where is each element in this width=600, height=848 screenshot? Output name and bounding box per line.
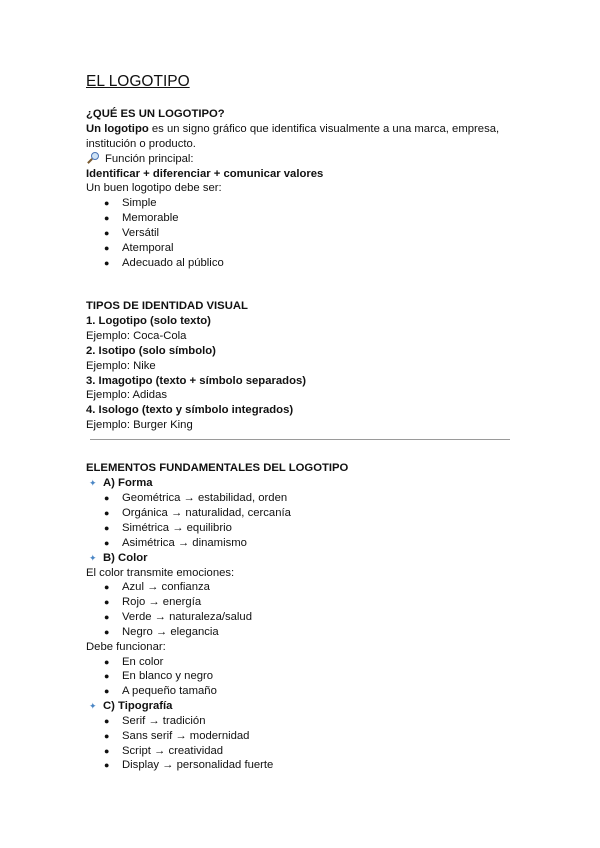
diamond-bullet-icon: ✦ [89, 553, 97, 563]
bullet-icon: ● [104, 731, 110, 741]
list-item: Sans serif → modernidad [122, 730, 250, 742]
bullet-icon: ● [104, 258, 110, 268]
function-label-row [86, 152, 194, 166]
list-item: Simple [122, 197, 157, 209]
definition-term: Un logotipo [86, 123, 149, 135]
list-item: Geométrica → estabilidad, orden [122, 492, 288, 504]
bullet-icon: ● [104, 228, 110, 238]
color-intro: El color transmite emociones: [86, 567, 235, 579]
bullet-icon: ● [104, 508, 110, 518]
horizontal-divider [90, 439, 510, 440]
list-item: Asimétrica → dinamismo [122, 537, 247, 549]
function-label: Función principal: [105, 153, 194, 165]
type-example: Ejemplo: Coca-Cola [86, 330, 187, 342]
function-value: Identificar + diferenciar + comunicar valores [86, 168, 324, 180]
list-item: Azul → confianza [122, 581, 210, 593]
bullet-icon: ● [104, 523, 110, 533]
list-item: Orgánica → naturalidad, cercanía [122, 507, 291, 519]
list-item: Memorable [122, 212, 179, 224]
section-heading-elementos: ELEMENTOS FUNDAMENTALES DEL LOGOTIPO [86, 462, 349, 474]
section-heading-que-es: ¿QUÉ ES UN LOGOTIPO? [86, 108, 225, 120]
bullet-icon: ● [104, 627, 110, 637]
list-item: Simétrica → equilibrio [122, 522, 232, 534]
color-must-work: Debe funcionar: [86, 641, 166, 653]
list-item: Adecuado al público [122, 257, 224, 269]
bullet-icon: ● [104, 493, 110, 503]
bullet-icon: ● [104, 582, 110, 592]
qualities-intro: Un buen logotipo debe ser: [86, 182, 222, 194]
bullet-icon: ● [104, 760, 110, 770]
bullet-icon: ● [104, 597, 110, 607]
subsection-forma: A) Forma [103, 477, 153, 489]
diamond-bullet-icon: ✦ [89, 701, 97, 711]
type-example: Ejemplo: Nike [86, 360, 156, 372]
definition-line-2: institución o producto. [86, 138, 196, 150]
type-name: 4. Isologo (texto y símbolo integrados) [86, 404, 294, 416]
bullet-icon: ● [104, 538, 110, 548]
list-item: Versátil [122, 227, 160, 239]
document-title: EL LOGOTIPO [86, 73, 190, 90]
definition-line-1 [86, 122, 499, 136]
magnifier-icon [86, 152, 102, 164]
list-item: Rojo → energía [122, 596, 202, 608]
list-item: Negro → elegancia [122, 626, 219, 638]
type-name: 2. Isotipo (solo símbolo) [86, 345, 216, 357]
type-example: Ejemplo: Burger King [86, 419, 193, 431]
definition-text: es un signo gráfico que identifica visualmente a una marca, empresa, [148, 123, 500, 135]
type-name: 3. Imagotipo (texto + símbolo separados) [86, 375, 307, 387]
section-heading-tipos: TIPOS DE IDENTIDAD VISUAL [86, 300, 248, 312]
bullet-icon: ● [104, 746, 110, 756]
type-name: 1. Logotipo (solo texto) [86, 315, 211, 327]
bullet-icon: ● [104, 243, 110, 253]
list-item: En blanco y negro [122, 670, 214, 682]
bullet-icon: ● [104, 657, 110, 667]
subsection-color: B) Color [103, 552, 148, 564]
diamond-bullet-icon: ✦ [89, 478, 97, 488]
type-example: Ejemplo: Adidas [86, 389, 168, 401]
list-item: Verde → naturaleza/salud [122, 611, 252, 623]
bullet-icon: ● [104, 198, 110, 208]
bullet-icon: ● [104, 686, 110, 696]
list-item: Serif → tradición [122, 715, 206, 727]
bullet-icon: ● [104, 716, 110, 726]
bullet-icon: ● [104, 671, 110, 681]
list-item: A pequeño tamaño [122, 685, 217, 697]
bullet-icon: ● [104, 213, 110, 223]
list-item: Script → creatividad [122, 745, 224, 757]
list-item: En color [122, 656, 164, 668]
list-item: Atemporal [122, 242, 174, 254]
list-item: Display → personalidad fuerte [122, 759, 274, 771]
bullet-icon: ● [104, 612, 110, 622]
subsection-tipografia: C) Tipografía [103, 700, 173, 712]
